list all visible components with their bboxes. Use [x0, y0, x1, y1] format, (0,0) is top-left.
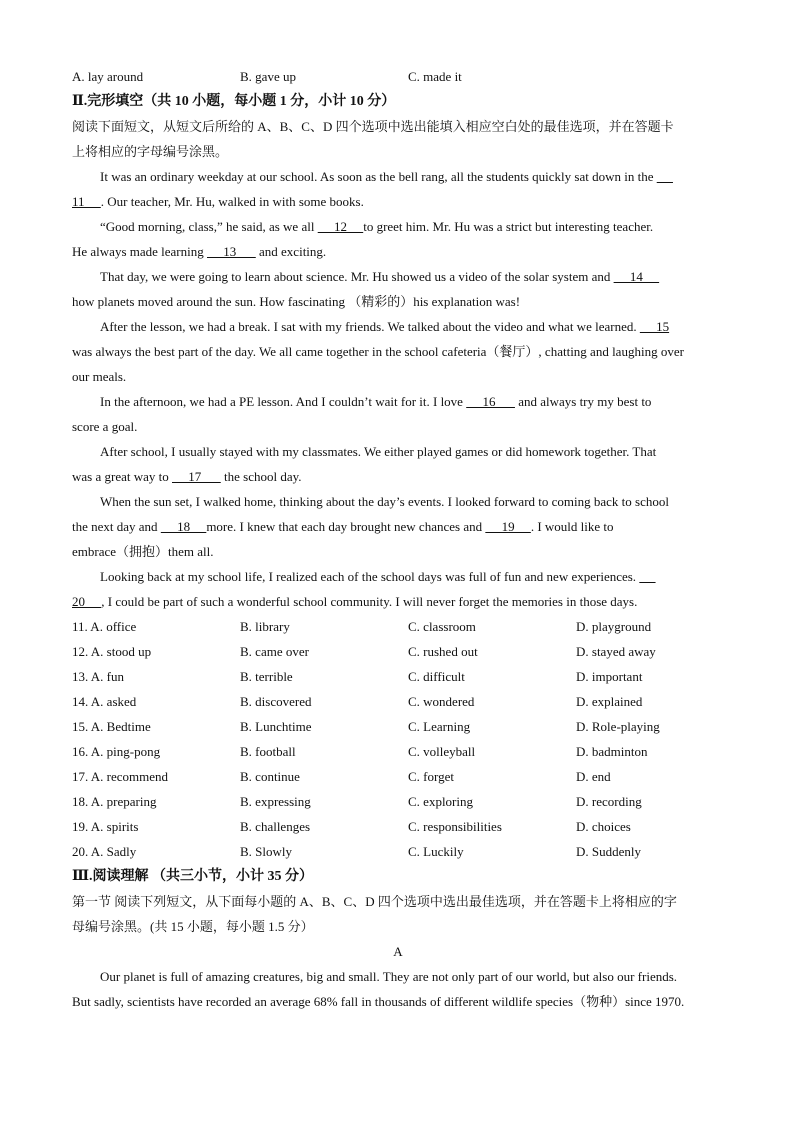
option-a: 11. A. office — [72, 619, 137, 634]
option-d: D. playground — [576, 619, 652, 634]
option-d: D. stayed away — [576, 644, 656, 659]
blank-16: 16 — [466, 394, 515, 409]
paragraph-7-line-1: When the sun set, I walked home, thinking about the day’s events. I looked forward to coming back to school — [100, 494, 669, 509]
paragraph-4-line-3: our meals. — [72, 369, 127, 384]
options-row-prev — [72, 64, 724, 89]
blank-19: 19 — [485, 519, 531, 534]
option-c: C. wondered — [408, 694, 475, 709]
paragraph-1-line-1: It was an ordinary weekday at our school. As soon as the bell rang, all the students quickly sat down in the — [72, 164, 724, 189]
option-c: C. exploring — [408, 794, 473, 809]
option-c: C. Luckily — [408, 844, 464, 859]
question-row — [72, 664, 724, 689]
option-d: D. explained — [576, 694, 643, 709]
option-a: 17. A. recommend — [72, 769, 169, 784]
option-d: D. important — [576, 669, 643, 684]
option-d: D. end — [576, 769, 611, 784]
blank-14: 14 — [613, 269, 660, 284]
question-row — [72, 764, 724, 789]
question-row — [72, 739, 724, 764]
blank-18: 18 — [160, 519, 207, 534]
option-b: B. continue — [240, 769, 300, 784]
option-a: 20. A. Sadly — [72, 844, 137, 859]
section-2-instruction: 阅读下面短文，从短文后所给的 A、B、C、D 四个选项中选出能填入相应空白处的最佳选项，并在答题卡 — [72, 119, 674, 134]
blank-20-cont: 20 — [72, 594, 102, 609]
option-c: C. volleyball — [408, 744, 476, 759]
paragraph-2-line-2: He always made learning 13 and exciting. — [72, 244, 327, 259]
paragraph-1-line-2: 11 . Our teacher, Mr. Hu, walked in with some books. — [72, 194, 364, 209]
section-2-heading: Ⅱ.完形填空（共 10 小题，每小题 1 分，小计 10 分） — [72, 94, 396, 109]
paragraph-7-line-3: embrace（拥抱）them all. — [72, 544, 214, 559]
option-b: B. library — [240, 619, 290, 634]
option-a: 12. A. stood up — [72, 644, 152, 659]
passage-a-line-2: But sadly, scientists have recorded an average 68% fall in thousands of different wildlife species（物种）since 1970. — [72, 994, 685, 1009]
option-b: B. came over — [240, 644, 309, 659]
paragraph-8-line-2: 20 , I could be part of such a wonderful school community. I will never forget the memories in those days. — [72, 594, 638, 609]
question-row — [72, 689, 724, 714]
option-d: D. Suddenly — [576, 844, 641, 859]
option-c: C. responsibilities — [408, 819, 502, 834]
option-b: B. Lunchtime — [240, 719, 312, 734]
question-row — [72, 639, 724, 664]
paragraph-8-line-1: Looking back at my school life, I realized each of the school days was full of fun and new experiences. — [72, 564, 724, 589]
blank-12: 12 — [317, 219, 364, 234]
blank-11 — [657, 169, 673, 184]
option-c: C. classroom — [408, 619, 476, 634]
blank-13: 13 — [207, 244, 256, 259]
option-b: B. gave up — [240, 69, 296, 84]
paragraph-5-line-2: score a goal. — [72, 419, 138, 434]
question-options-list — [72, 614, 724, 864]
question-row — [72, 789, 724, 814]
blank-11-cont: 11 — [72, 194, 101, 209]
option-b: B. expressing — [240, 794, 311, 809]
option-d: D. badminton — [576, 744, 648, 759]
exam-page — [72, 64, 724, 1014]
passage-label: A — [393, 944, 403, 959]
option-a: A. lay around — [72, 69, 144, 84]
section-3-heading: Ⅲ.阅读理解 （共三小节，小计 35 分） — [72, 869, 314, 884]
paragraph-3-line-2: how planets moved around the sun. How fascinating （精彩的）his explanation was! — [72, 294, 521, 309]
option-c: C. Learning — [408, 719, 471, 734]
passage-a-line-1: Our planet is full of amazing creatures, big and small. They are not only part of our world, but also our friends. — [100, 969, 678, 984]
paragraph-7-line-2: the next day and 18 more. I knew that each day brought new chances and 19 . I would like to — [72, 519, 614, 534]
paragraph-4-line-2: was always the best part of the day. We all came together in the school cafeteria（餐厅）, chatting and laughing over — [72, 344, 684, 359]
paragraph-4-line-1: After the lesson, we had a break. I sat with my friends. We talked about the video and what we learned. 15 — [100, 319, 670, 334]
option-d: D. Role-playing — [576, 719, 660, 734]
option-a: 18. A. preparing — [72, 794, 157, 809]
option-a: 14. A. asked — [72, 694, 137, 709]
section-3-instruction: 第一节 阅读下列短文，从下面每小题的 A、B、C、D 四个选项中选出最佳选项，并在答题卡上将相应的字 — [72, 894, 677, 909]
option-b: B. Slowly — [240, 844, 293, 859]
paragraph-3-line-1: That day, we were going to learn about science. Mr. Hu showed us a video of the solar system and 14 — [100, 269, 660, 284]
paragraph-6-line-1: After school, I usually stayed with my classmates. We either played games or did homework together. That — [100, 444, 657, 459]
option-b: B. football — [240, 744, 296, 759]
option-b: B. challenges — [240, 819, 311, 834]
question-row — [72, 839, 724, 864]
section-3-instruction-cont: 母编号涂黑。(共 15 小题，每小题 1.5 分） — [72, 919, 314, 934]
paragraph-6-line-2: was a great way to 17 the school day. — [72, 469, 302, 484]
option-c: C. forget — [408, 769, 454, 784]
option-c: C. rushed out — [408, 644, 478, 659]
option-a: 19. A. spirits — [72, 819, 139, 834]
blank-17: 17 — [172, 469, 221, 484]
question-row — [72, 714, 724, 739]
option-a: 15. A. Bedtime — [72, 719, 151, 734]
paragraph-5-line-1: In the afternoon, we had a PE lesson. And I couldn’t wait for it. I love 16 and always try my best to — [100, 394, 652, 409]
option-d: D. recording — [576, 794, 642, 809]
option-d: D. choices — [576, 819, 631, 834]
blank-15: 15 — [639, 319, 670, 334]
option-b: B. discovered — [240, 694, 312, 709]
question-row — [72, 814, 724, 839]
paragraph-2-line-1: “Good morning, class,” he said, as we all 12 to greet him. Mr. Hu was a strict but interesting teacher. — [100, 219, 654, 234]
option-c: C. difficult — [408, 669, 465, 684]
option-a: 13. A. fun — [72, 669, 124, 684]
option-b: B. terrible — [240, 669, 293, 684]
option-c: C. made it — [408, 69, 462, 84]
option-a: 16. A. ping-pong — [72, 744, 161, 759]
blank-20 — [639, 569, 655, 584]
question-row — [72, 614, 724, 639]
section-2-instruction-cont: 上将相应的字母编号涂黑。 — [72, 144, 229, 159]
